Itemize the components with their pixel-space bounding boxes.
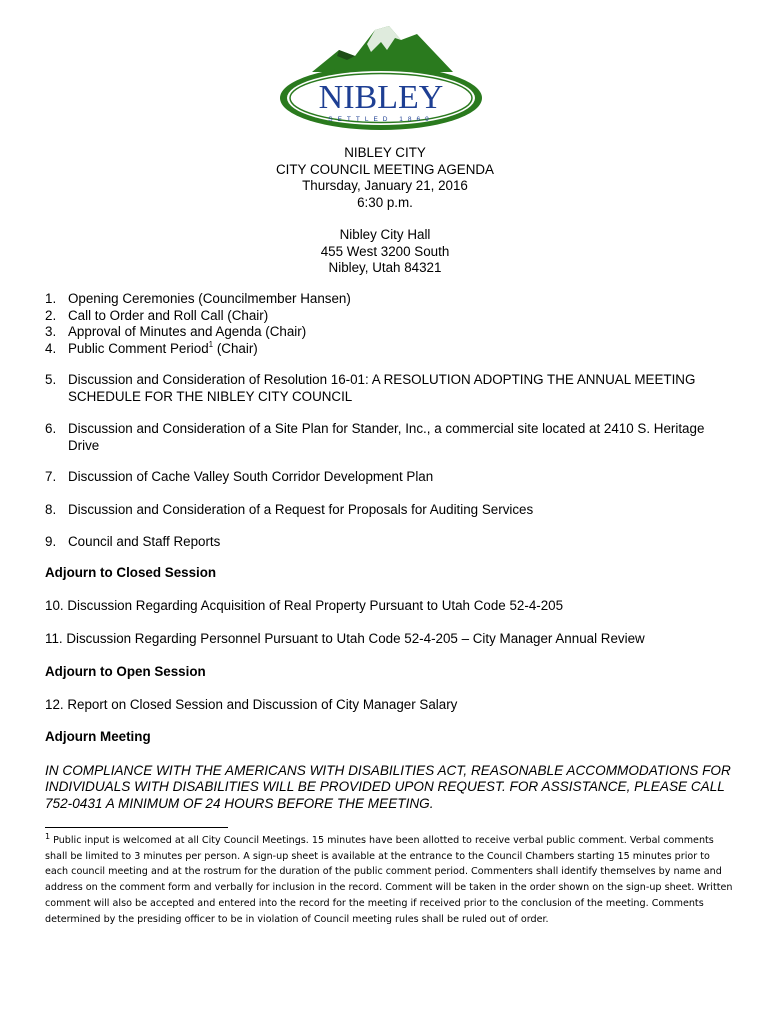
ada-notice: IN COMPLIANCE WITH THE AMERICANS WITH DISABILITIES ACT, REASONABLE ACCOMMODATIONS FOR INDIVIDUALS WITH DISABILITIES WILL BE PROVIDED UPON REQUEST. FOR ASSISTANCE, PLEASE CALL 752-0431 A MINIMUM OF 24 HOURS BEFORE THE MEETING. <box>45 763 731 811</box>
item-text-suffix: (Chair) <box>213 340 258 356</box>
agenda-item <box>45 308 351 325</box>
item-text: Discussion and Consideration of a Request for Proposals for Auditing Services <box>68 502 534 517</box>
logo-tagline: SETTLED 1869 <box>328 116 434 123</box>
meeting-time: 6:30 p.m. <box>357 194 413 210</box>
item-number: 6. <box>45 421 57 436</box>
item-number: 9. <box>45 534 57 549</box>
item-text: Approval of Minutes and Agenda (Chair) <box>68 324 307 340</box>
agenda-item <box>45 534 735 551</box>
agenda-item-12: 12. Report on Closed Session and Discussion of City Manager Salary <box>45 697 458 712</box>
footnote-divider <box>45 827 228 828</box>
item-number: 2. <box>45 307 57 323</box>
item-number: 3. <box>45 324 57 340</box>
nibley-logo-graphic <box>277 20 487 132</box>
venue-address-line1: 455 West 3200 South <box>320 243 450 259</box>
item-text: Discussion and Consideration of Resolution 16-01: A RESOLUTION ADOPTING THE ANNUAL MEETING SCHEDULE FOR THE NIBLEY CITY COUNCIL <box>68 372 696 404</box>
agenda-item-11: 11. Discussion Regarding Personnel Pursuant to Utah Code 52-4-205 – City Manager Annual Review <box>45 631 645 646</box>
footnote <box>45 833 735 927</box>
adjourn-heading: Adjourn Meeting <box>45 729 151 744</box>
agenda-header <box>0 145 770 211</box>
city-name: NIBLEY CITY <box>344 145 426 160</box>
venue-name: Nibley City Hall <box>339 227 431 242</box>
item-text: Council and Staff Reports <box>68 534 221 549</box>
item-text: Opening Ceremonies (Councilmember Hansen) <box>68 291 351 306</box>
item-number: 7. <box>45 469 57 484</box>
item-number: 8. <box>45 502 57 517</box>
logo-wordmark: NIBLEY <box>318 79 444 116</box>
item-number: 1. <box>45 291 57 306</box>
agenda-item <box>45 421 735 454</box>
footnote-marker: 1 <box>45 832 51 841</box>
open-session-heading: Adjourn to Open Session <box>45 664 206 679</box>
meeting-date: Thursday, January 21, 2016 <box>302 178 468 193</box>
venue-block <box>0 227 770 277</box>
agenda-item <box>45 502 735 519</box>
item-text: Discussion and Consideration of a Site Plan for Stander, Inc., a commercial site located at 2410 S. Heritage Drive <box>68 421 705 453</box>
agenda-title: CITY COUNCIL MEETING AGENDA <box>275 161 494 177</box>
agenda-item <box>45 324 351 341</box>
item-text: Call to Order and Roll Call (Chair) <box>68 307 269 323</box>
agenda-list-opening <box>45 291 351 357</box>
agenda-item <box>45 291 351 308</box>
nibley-logo <box>277 20 487 132</box>
agenda-item <box>45 372 735 405</box>
footnote-text: Public input is welcomed at all City Council Meetings. 15 minutes have been allotted to receive verbal public comment. Verbal comments shall be limited to 3 minutes per person. A sign-up sheet is available at the entrance to the Council Chambers starting 15 minutes prior to each council meeting and at the rostrum for the duration of the public comment period. Commenters shall identify themselves by name and address on the comment form and verbally for inclusion in the record. Comment will be taken in the order shown on the sign-up sheet. Written comment will also be accepted and entered into the record for the meeting if received prior to the conclusion of the meeting. Comments determined by the presiding officer to be in violation of Council meeting rules shall be ruled out of order. <box>45 835 733 925</box>
agenda-item <box>45 341 351 358</box>
item-text: Public Comment Period <box>68 340 209 356</box>
item-number: 5. <box>45 372 57 387</box>
closed-session-heading: Adjourn to Closed Session <box>45 565 217 580</box>
agenda-item <box>45 469 735 486</box>
item-text: Discussion of Cache Valley South Corridor Development Plan <box>68 469 434 484</box>
agenda-item-10: 10. Discussion Regarding Acquisition of Real Property Pursuant to Utah Code 52-4-205 <box>45 598 564 613</box>
footnote-ref: 1 <box>208 339 214 349</box>
item-number: 4. <box>45 340 57 356</box>
venue-address-line2: Nibley, Utah 84321 <box>328 260 442 275</box>
